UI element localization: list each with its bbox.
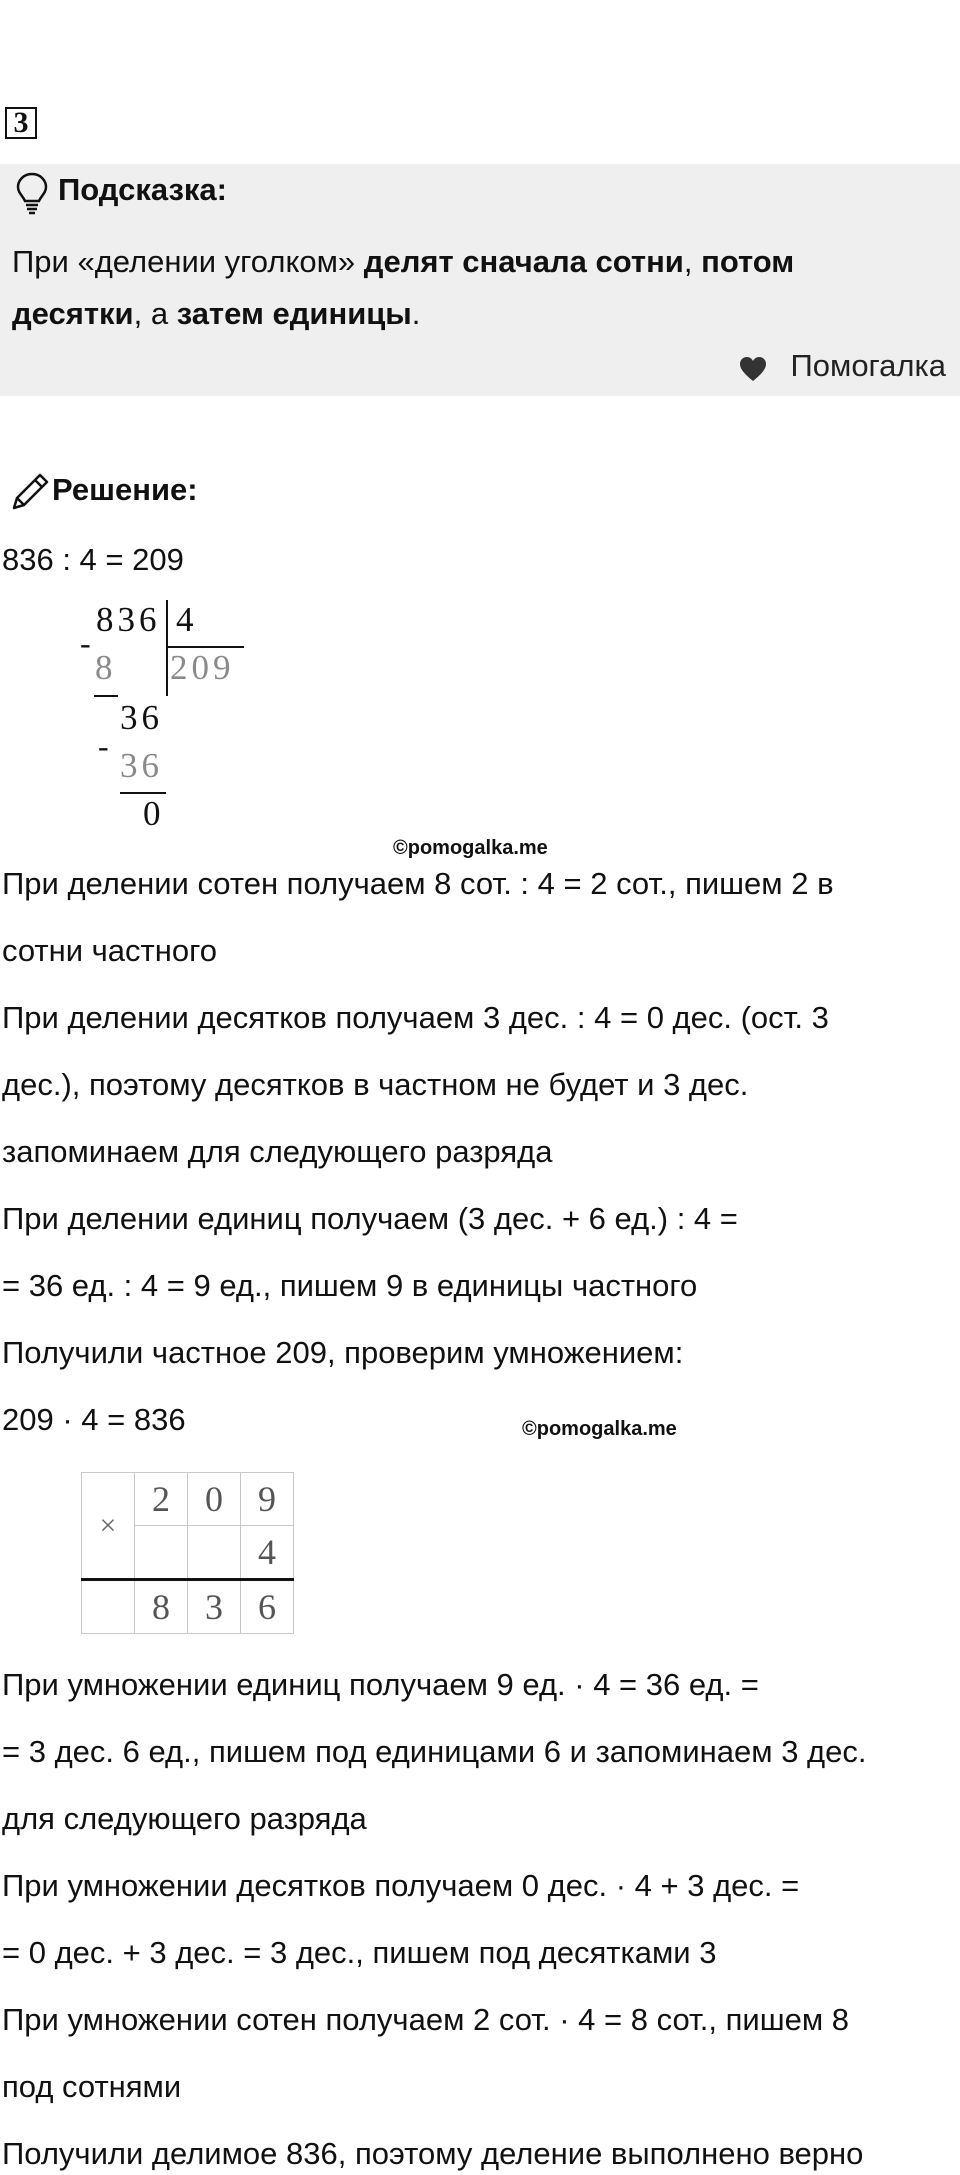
text-line: для следующего разряда <box>2 1801 367 1836</box>
hint-title: Подсказка: <box>58 172 227 207</box>
text-line: При умножении десятков получаем 0 дес. · 4 + 3 дес. = <box>2 1868 800 1903</box>
multiplication-table <box>81 1472 294 1634</box>
pencil-icon <box>8 470 52 514</box>
mult-cell: 8 <box>135 1580 188 1634</box>
lightbulb-icon <box>12 170 52 216</box>
heart-icon <box>738 355 768 383</box>
text-line: = 3 дес. 6 ед., пишем под единицами 6 и запоминаем 3 дес. <box>2 1734 867 1769</box>
hint-line-1: При «делении уголком» делят сначала сотни, потом <box>12 244 795 279</box>
text-line: дес.), поэтому десятков в частном не будет и 3 дес. <box>2 1067 749 1102</box>
mult-cell: 6 <box>241 1580 294 1634</box>
mult-cell: 4 <box>241 1526 294 1580</box>
text-line: запоминаем для следующего разряда <box>2 1134 553 1169</box>
minus-sign: - <box>98 728 113 764</box>
hint-line-2: десятки, а затем единицы. <box>12 296 421 331</box>
text-line: При умножении сотен получаем 2 сот. · 4 = 8 сот., пишем 8 <box>2 2002 849 2037</box>
text-line: под сотнями <box>2 2069 182 2104</box>
mult-cell: 3 <box>188 1580 241 1634</box>
multiply-sign: × <box>82 1473 135 1580</box>
division-remainder-1: 36 <box>120 698 163 737</box>
division-underline-1 <box>94 695 118 697</box>
text-line: = 0 дес. + 3 дес. = 3 дес., пишем под десятками 3 <box>2 1935 717 1970</box>
watermark: ©pomogalka.me <box>522 1418 677 1440</box>
text-line: = 36 ед. : 4 = 9 ед., пишем 9 в единицы частного <box>2 1268 698 1303</box>
text-line: При делении десятков получаем 3 дес. : 4 = 0 дес. (ост. 3 <box>2 1000 829 1035</box>
division-divisor: 4 <box>176 600 198 639</box>
brand-label: Помогалка <box>790 348 946 383</box>
division-subtrahend-1: 8 <box>95 648 117 687</box>
mult-cell: 2 <box>135 1473 188 1526</box>
text-line: Получили частное 209, проверим умножением: <box>2 1335 684 1370</box>
division-final-remainder: 0 <box>143 794 165 833</box>
mult-cell <box>188 1526 241 1580</box>
watermark: ©pomogalka.me <box>393 837 548 859</box>
division-dividend: 836 <box>96 600 161 639</box>
text-line: сотни частного <box>2 933 217 968</box>
text-line: При умножении единиц получаем 9 ед. · 4 = 36 ед. = <box>2 1667 759 1702</box>
solution-title: Решение: <box>52 472 198 507</box>
division-subtrahend-2: 36 <box>120 746 163 785</box>
task-number: 3 <box>5 107 37 139</box>
division-vertical-line <box>166 600 168 696</box>
mult-cell <box>82 1580 135 1634</box>
equation: 836 : 4 = 209 <box>2 542 184 577</box>
division-quotient: 209 <box>170 648 235 687</box>
mult-cell: 9 <box>241 1473 294 1526</box>
text-line: При делении единиц получаем (3 дес. + 6 ед.) : 4 = <box>2 1201 738 1236</box>
text-line: Получили делимое 836, поэтому деление выполнено верно <box>2 2136 864 2171</box>
mult-cell <box>135 1526 188 1580</box>
minus-sign: - <box>80 625 95 661</box>
text-line: 209 · 4 = 836 <box>2 1402 186 1437</box>
text-line: При делении сотен получаем 8 сот. : 4 = 2 сот., пишем 2 в <box>2 866 834 901</box>
mult-cell: 0 <box>188 1473 241 1526</box>
